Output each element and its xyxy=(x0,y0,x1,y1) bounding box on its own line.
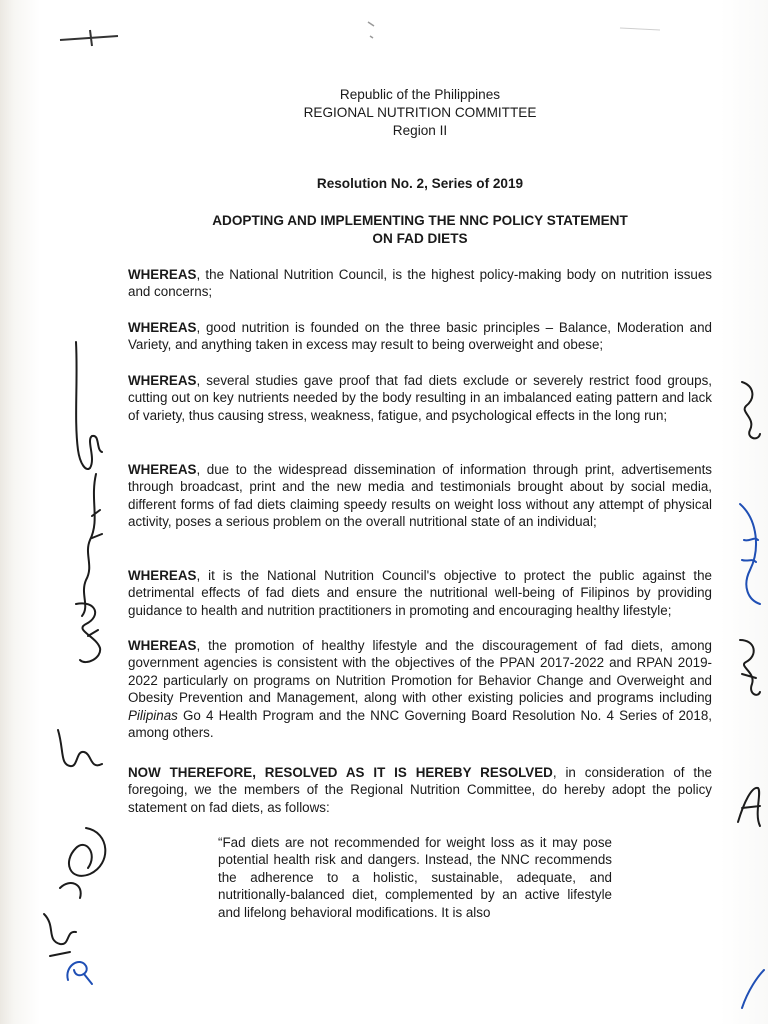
paragraph-lead: NOW THEREFORE, RESOLVED AS IT IS HEREBY RESOLVED xyxy=(128,765,553,780)
whereas-paragraph-2 xyxy=(128,319,712,354)
signature-left-6 xyxy=(36,906,86,966)
signature-right-blue xyxy=(730,500,768,610)
dust-mark xyxy=(620,28,660,30)
signature-left-blue xyxy=(60,950,100,990)
paragraph-text: , due to the widespread dissemination of information through print, advertisements through broadcast, print and the new media and testimonials brought about by social media, different forms of fad diets claiming speedy results on weight loss without any attempt of physical activity, poses a serious problem on the overall nutritional state of an individual; xyxy=(128,462,712,530)
signature-right-3 xyxy=(732,778,768,834)
paragraph-lead: WHEREAS xyxy=(128,638,197,653)
paragraph-text: , in consideration of the foregoing, we the members of the Regional Nutrition Committee, do hereby adopt the policy statement on fad diets, as follows: xyxy=(128,765,712,815)
whereas-paragraph-5 xyxy=(128,567,712,619)
paragraph-lead: WHEREAS xyxy=(128,373,197,388)
corner-mark xyxy=(60,30,118,46)
header-region: Region II xyxy=(392,123,448,138)
whereas-paragraph-6 xyxy=(128,637,712,741)
paragraph-lead: WHEREAS xyxy=(128,320,197,335)
policy-statement-quote: “Fad diets are not recommended for weight loss as it may pose potential health risk and dangers. Instead, the NNC recommends the adherence to a holistic, sustainable, adequate, and nutritionally-balanced diet, complemented by an active lifestyle and lifelong behavioral modifications. It is also xyxy=(218,835,612,920)
whereas-paragraph-4 xyxy=(128,461,712,531)
paragraph-text: , the National Nutrition Council, is the highest policy-making body on nutrition issues and concerns; xyxy=(128,267,712,300)
resolved-paragraph xyxy=(128,764,712,816)
signature-left-5 xyxy=(40,818,120,908)
whereas-paragraph-1 xyxy=(128,266,712,301)
signature-right-1 xyxy=(734,376,768,446)
title-line-2: ON FAD DIETS xyxy=(372,231,468,246)
paragraph-text: Go 4 Health Program and the NNC Governing Board Resolution No. 4 Series of 2018, among others. xyxy=(128,707,712,741)
dust-mark xyxy=(368,22,374,38)
paragraph-lead: WHEREAS xyxy=(128,568,197,583)
paragraph-text: , good nutrition is founded on the three basic principles – Balance, Moderation and Variety, and anything taken in excess may result to being overweight and obese; xyxy=(128,320,712,353)
paragraph-lead: WHEREAS xyxy=(128,462,197,477)
document-header xyxy=(0,86,768,140)
signature-left-4 xyxy=(50,720,110,780)
paragraph-text: , several studies gave proof that fad diets exclude or severely restrict food groups, cutting out on key nutrients needed by the body resulting in an imbalanced eating pattern and lack of variety, thus causing stress, weakness, fatigue, and psychological effects in the long run; xyxy=(128,373,712,423)
paragraph-italic: Pilipinas xyxy=(128,707,178,723)
paragraph-text: , the promotion of healthy lifestyle and the discouragement of fad diets, among government agencies is consistent with the objectives of the PPAN 2017-2022 and RPAN 2019-2022 particularly on programs on Nutrition Promotion for Behavior Change and Overweight and Obesity Prevention and Management, along with other existing policies and programs including xyxy=(128,638,712,706)
paragraph-lead: WHEREAS xyxy=(128,267,197,282)
paragraph-text: , it is the National Nutrition Council's objective to protect the public against the detrimental effects of fad diets and ensure the nutritional well-being of Filipinos by providing guidance to health and nutrition practitioners in promoting and encouraging healthy lifestyle; xyxy=(128,568,712,618)
signature-right-2 xyxy=(732,634,768,704)
resolution-title xyxy=(0,212,768,248)
signature-right-blue-2 xyxy=(736,964,768,1014)
resolution-number: Resolution No. 2, Series of 2019 xyxy=(316,176,524,191)
header-republic: Republic of the Philippines xyxy=(339,87,501,102)
signature-left-3 xyxy=(66,596,114,676)
signature-left-2 xyxy=(60,470,116,620)
whereas-paragraph-3 xyxy=(128,372,712,424)
header-committee: REGIONAL NUTRITION COMMITTEE xyxy=(303,105,537,120)
signature-left-1 xyxy=(56,340,116,480)
title-line-1: ADOPTING AND IMPLEMENTING THE NNC POLICY STATEMENT xyxy=(212,213,628,228)
